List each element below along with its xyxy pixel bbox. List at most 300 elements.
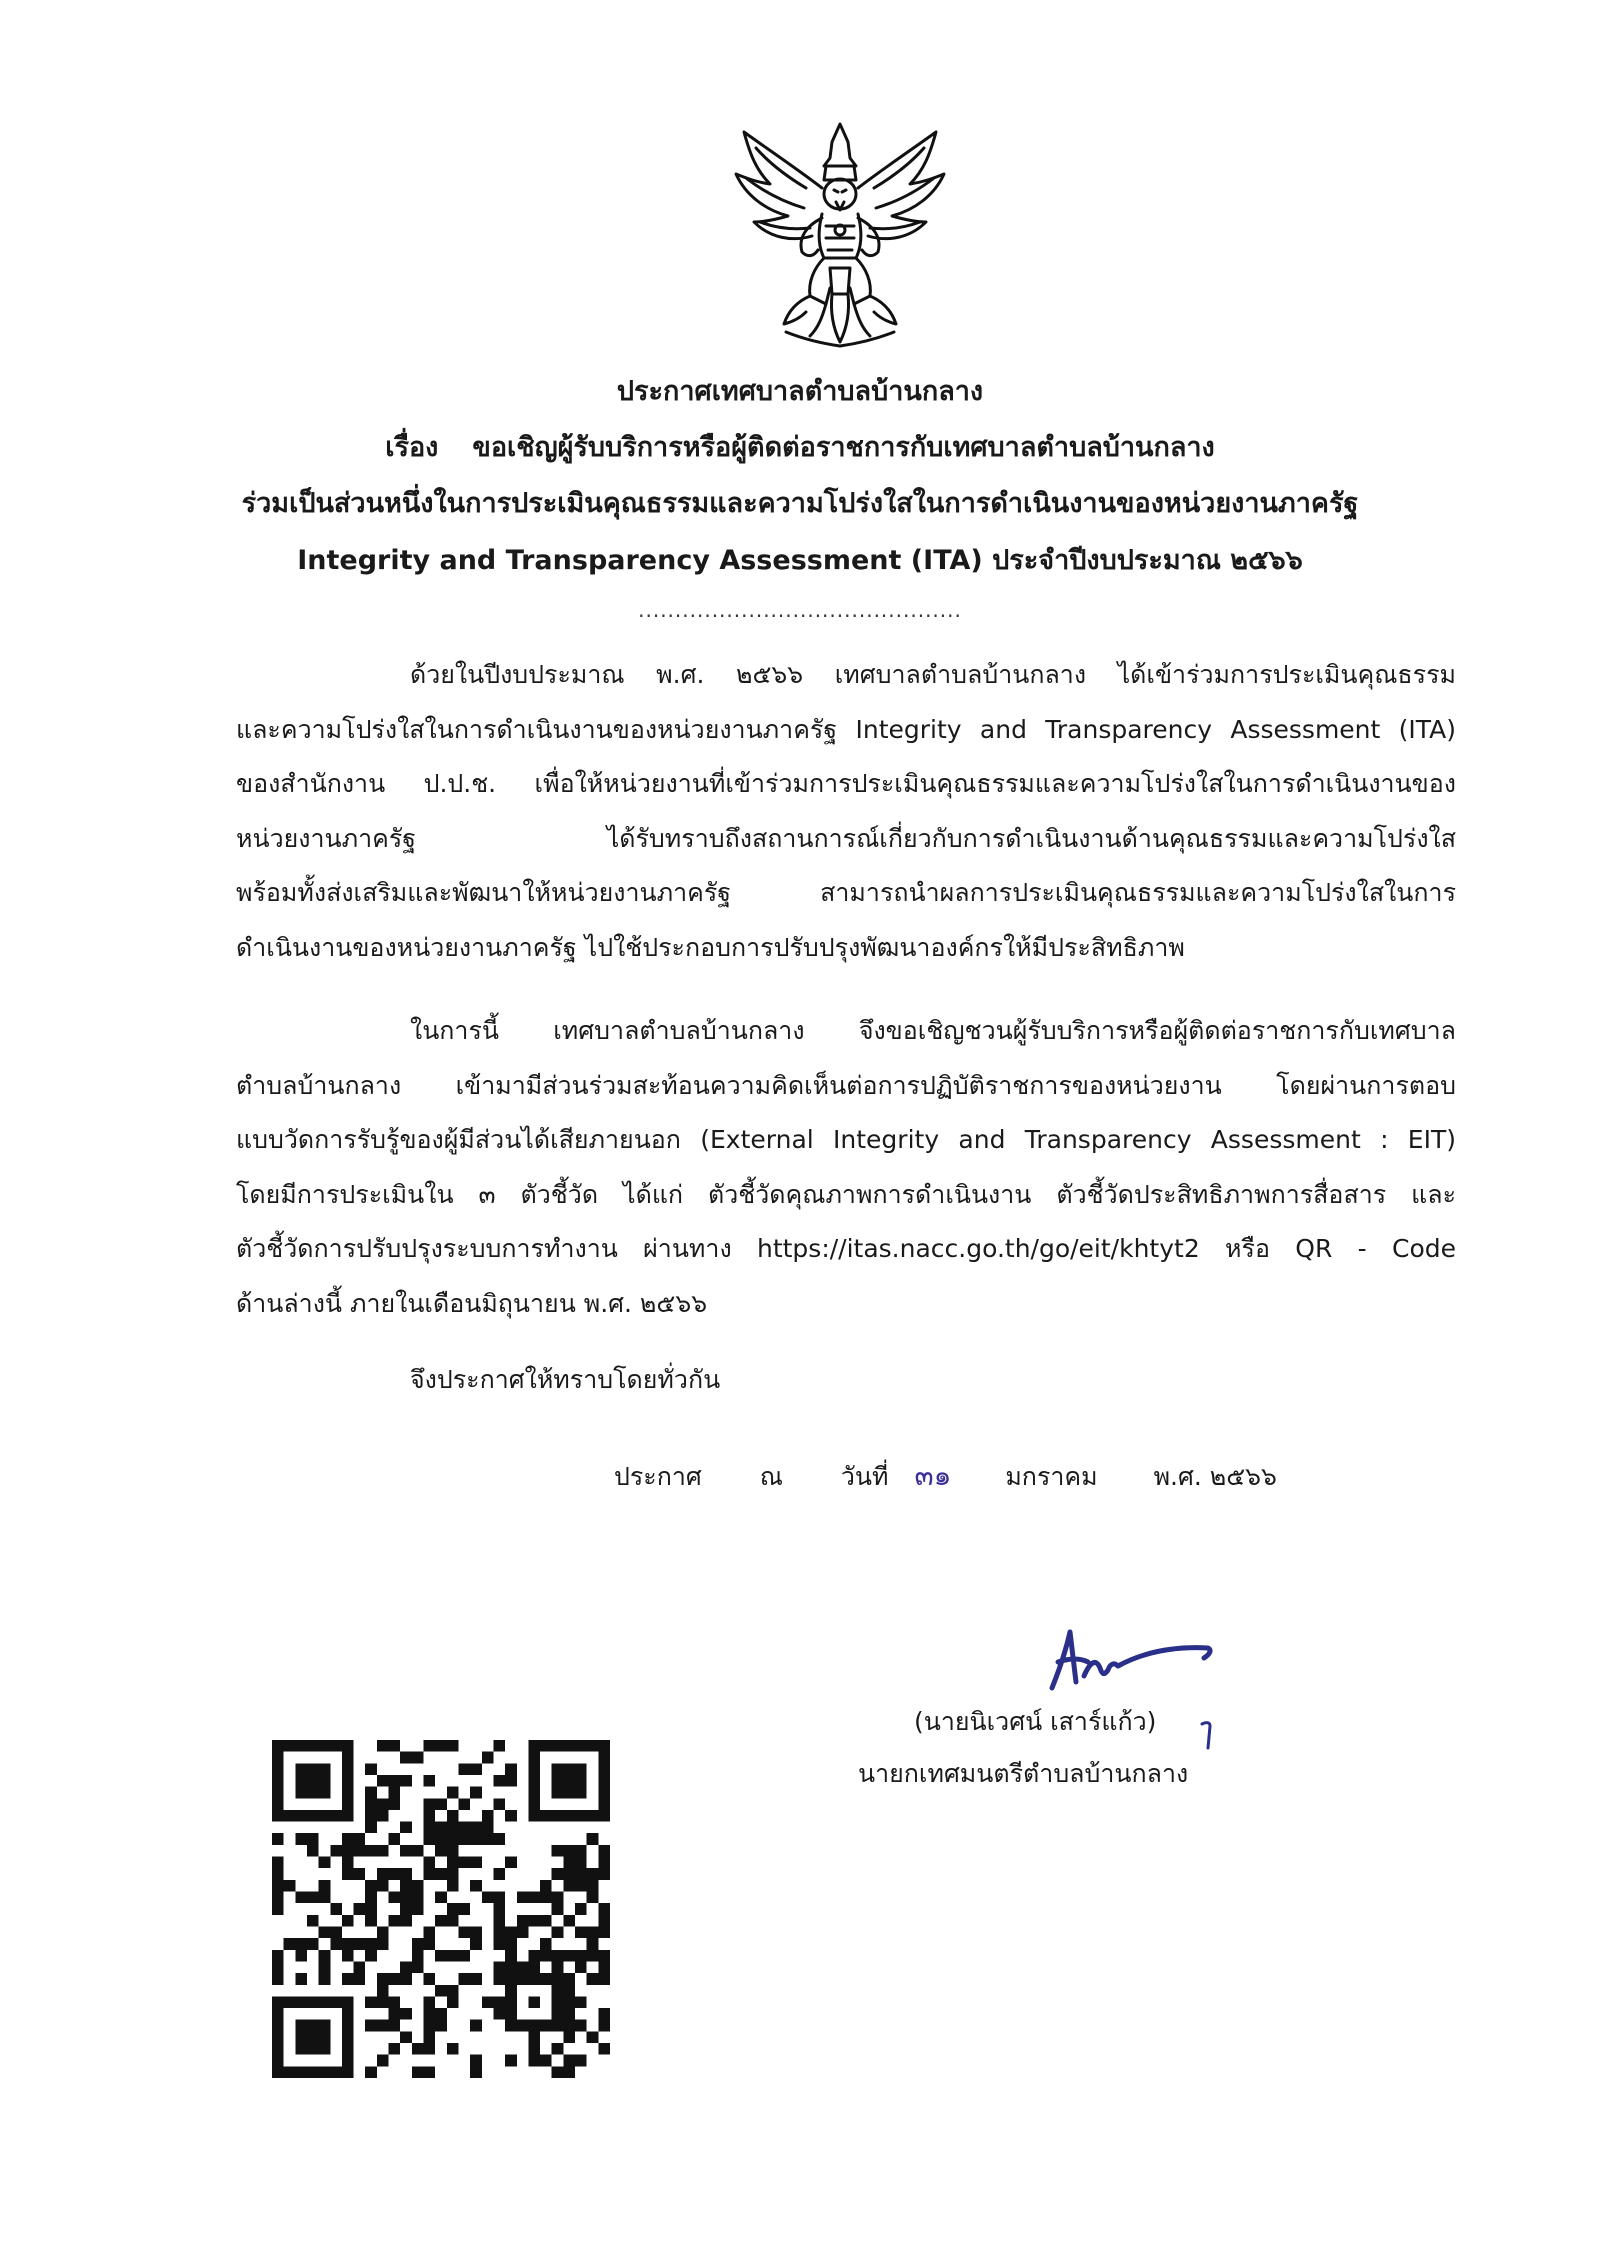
qr-module [528, 1915, 540, 1927]
qr-module [505, 2020, 517, 2032]
qr-module [587, 1740, 599, 1752]
qr-module [528, 1787, 540, 1799]
qr-module [598, 1903, 610, 1915]
qr-module [575, 2055, 587, 2067]
qr-module [540, 1950, 552, 1962]
qr-module [342, 1857, 354, 1869]
paragraph-2-line: ตำบลบ้านกลาง เข้ามามีส่วนร่วมสะท้อนความคิดเห็นต่อการปฏิบัติราชการของหน่วยงาน โดยผ่านการตอบ [236, 1070, 1456, 1100]
qr-module [540, 2055, 552, 2067]
qr-module [458, 1822, 470, 1834]
qr-module [482, 1892, 494, 1904]
qr-module [377, 1868, 389, 1880]
qr-module [563, 2020, 575, 2032]
paragraph-1-line: ของสำนักงาน ป.ป.ช. เพื่อให้หน่วยงานที่เข้าร่วมการประเมินคุณธรรมและความโปร่งใสในการดำเนินงานของ [236, 769, 1456, 798]
qr-module [598, 1868, 610, 1880]
qr-module [342, 1973, 354, 1985]
paragraph-1-line: ด้วยในปีงบประมาณ พ.ศ. ๒๕๖๖ เทศบาลตำบลบ้านกลาง ได้เข้าร่วมการประเมินคุณธรรม [410, 660, 1456, 689]
qr-module [272, 1880, 284, 1892]
signer-title: นายกเทศมนตรีตำบลบ้านกลาง [858, 1759, 1189, 1788]
qr-module [587, 1973, 599, 1985]
qr-module [505, 1985, 517, 1997]
qr-module [272, 1996, 284, 2008]
qr-module [400, 1775, 412, 1787]
qr-module [493, 1996, 505, 2008]
qr-module [447, 1996, 459, 2008]
signature-icon [1040, 1618, 1220, 1698]
qr-module [365, 1763, 377, 1775]
qr-module [493, 1868, 505, 1880]
month-text: มกราคม [1005, 1462, 1098, 1491]
qr-module [389, 1740, 401, 1752]
paragraph-2-line: ในการนี้ เทศบาลตำบลบ้านกลาง จึงขอเชิญชวนผู้รับบริการหรือผู้ติดต่อราชการกับเทศบาล [410, 1016, 1456, 1045]
qr-module [540, 1892, 552, 1904]
qr-module [342, 1775, 354, 1787]
qr-module [552, 1903, 564, 1915]
qr-module [272, 1868, 284, 1880]
paragraph-2-line: ด้านล่างนี้ ภายในเดือนมิถุนายน พ.ศ. ๒๕๖๖ [236, 1288, 708, 1318]
qr-module [493, 2008, 505, 2020]
qr-module [295, 1973, 307, 1985]
qr-module [575, 1868, 587, 1880]
qr-module [528, 2031, 540, 2043]
qr-module [563, 1985, 575, 1997]
qr-module [377, 1810, 389, 1822]
qr-module [412, 2043, 424, 2055]
qr-module [470, 2055, 482, 2067]
qr-module [587, 1938, 599, 1950]
paragraph-2-line: แบบวัดการรับรู้ของผู้มีส่วนได้เสียภายนอก (External Integrity and Transparency Assessment : EIT) [236, 1125, 1456, 1154]
qr-module [435, 2008, 447, 2020]
qr-module [552, 1868, 564, 1880]
qr-module [377, 1845, 389, 1857]
qr-module [295, 2031, 307, 2043]
qr-module [272, 1798, 284, 1810]
qr-module [412, 1880, 424, 1892]
qr-module [517, 1973, 529, 1985]
qr-module [389, 2043, 401, 2055]
qr-module [284, 1938, 296, 1950]
qr-module [389, 1787, 401, 1799]
qr-module [470, 1938, 482, 1950]
qr-module [424, 1740, 436, 1752]
qr-module [552, 1787, 564, 1799]
qr-module [587, 1810, 599, 1822]
qr-module [482, 1810, 494, 1822]
qr-module [505, 1775, 517, 1787]
qr-module [400, 1903, 412, 1915]
qr-module [598, 1740, 610, 1752]
qr-module [563, 1915, 575, 1927]
qr-module [295, 1740, 307, 1752]
qr-module [330, 1845, 342, 1857]
qr-module [598, 1926, 610, 1938]
subject-line-2: ร่วมเป็นส่วนหนึ่งในการประเมินคุณธรรมและความโปร่งใสในการดำเนินงานของหน่วยงานภาครัฐ [241, 488, 1359, 519]
qr-module [412, 1845, 424, 1857]
qr-module [400, 1973, 412, 1985]
qr-module [552, 1845, 564, 1857]
qr-module [493, 1926, 505, 1938]
qr-module [517, 1915, 529, 1927]
qr-module [377, 1740, 389, 1752]
qr-module [470, 1857, 482, 1869]
qr-module [493, 1833, 505, 1845]
qr-module [575, 1903, 587, 1915]
qr-module [330, 2066, 342, 2078]
qr-module [505, 1810, 517, 1822]
qr-module [563, 2031, 575, 2043]
qr-module [307, 1763, 319, 1775]
qr-module [552, 1763, 564, 1775]
qr-module [528, 1752, 540, 1764]
qr-module [412, 1752, 424, 1764]
qr-module [342, 1763, 354, 1775]
qr-module [377, 2055, 389, 2067]
qr-module [377, 1880, 389, 1892]
qr-module [272, 2043, 284, 2055]
qr-module [587, 1868, 599, 1880]
qr-module [319, 1775, 331, 1787]
qr-module [540, 1973, 552, 1985]
paragraph-1-line: หน่วยงานภาครัฐ ได้รับทราบถึงสถานการณ์เกี่ยวกับการดำเนินงานด้านคุณธรรมและความโปร่งใส [236, 823, 1456, 853]
qr-module [563, 1950, 575, 1962]
qr-module [330, 1938, 342, 1950]
qr-module [470, 2020, 482, 2032]
qr-module [552, 1950, 564, 1962]
qr-module [493, 1798, 505, 1810]
qr-module [400, 1822, 412, 1834]
qr-module [505, 1961, 517, 1973]
qr-module [563, 1740, 575, 1752]
qr-module [342, 1752, 354, 1764]
qr-module [342, 1798, 354, 1810]
qr-module [295, 1892, 307, 1904]
qr-module [365, 2066, 377, 2078]
qr-module [307, 1787, 319, 1799]
qr-module [424, 1833, 436, 1845]
qr-module [505, 2008, 517, 2020]
qr-module [552, 2043, 564, 2055]
qr-module [400, 2008, 412, 2020]
qr-module [365, 1903, 377, 1915]
qr-module [365, 1822, 377, 1834]
qr-module [552, 1985, 564, 1997]
qr-module [598, 1950, 610, 1962]
qr-module [540, 1938, 552, 1950]
qr-module [307, 1892, 319, 1904]
qr-module [412, 2066, 424, 2078]
qr-module [424, 2008, 436, 2020]
qr-module [319, 1950, 331, 1962]
qr-module [598, 2008, 610, 2020]
qr-module [307, 2031, 319, 2043]
qr-module [342, 2043, 354, 2055]
qr-module [505, 1950, 517, 1962]
qr-module [412, 1950, 424, 1962]
qr-module [563, 2008, 575, 2020]
qr-module [295, 2020, 307, 2032]
qr-module [598, 2043, 610, 2055]
qr-module [587, 1833, 599, 1845]
qr-module [482, 1752, 494, 1764]
qr-module [598, 1752, 610, 1764]
qr-module [435, 1915, 447, 1927]
qr-module [400, 1915, 412, 1927]
signer-name: (นายนิเวศน์ เสาร์แก้ว) [914, 1707, 1157, 1736]
qr-module [447, 1985, 459, 1997]
qr-module [412, 1903, 424, 1915]
qr-module [598, 1857, 610, 1869]
qr-module [540, 1880, 552, 1892]
qr-module [458, 1798, 470, 1810]
qr-module [377, 1938, 389, 1950]
qr-module [598, 1915, 610, 1927]
at-label: ณ [759, 1462, 783, 1491]
qr-module [319, 1857, 331, 1869]
qr-module [272, 2066, 284, 2078]
qr-module [342, 2008, 354, 2020]
qr-module [470, 2066, 482, 2078]
qr-module [389, 1892, 401, 1904]
qr-module [552, 1996, 564, 2008]
qr-module [365, 2020, 377, 2032]
qr-module [377, 1798, 389, 1810]
qr-module [447, 1740, 459, 1752]
qr-module [272, 1892, 284, 1904]
qr-module [598, 2020, 610, 2032]
qr-module [400, 1752, 412, 1764]
qr-module [563, 1857, 575, 1869]
qr-module [517, 1961, 529, 1973]
qr-module [365, 1880, 377, 1892]
qr-module [447, 1903, 459, 1915]
qr-module [447, 1845, 459, 1857]
qr-module [528, 2055, 540, 2067]
qr-module [330, 1926, 342, 1938]
qr-module [458, 1973, 470, 1985]
qr-module [295, 1950, 307, 1962]
qr-module [435, 1845, 447, 1857]
qr-module [342, 1833, 354, 1845]
qr-module [493, 1973, 505, 1985]
qr-module [424, 1938, 436, 1950]
qr-module [272, 1903, 284, 1915]
qr-module [552, 1775, 564, 1787]
qr-module [447, 1810, 459, 1822]
qr-module [493, 1892, 505, 1904]
qr-module [598, 1787, 610, 1799]
qr-module [400, 1868, 412, 1880]
qr-module [458, 1903, 470, 1915]
qr-module [377, 1985, 389, 1997]
qr-module [505, 1926, 517, 1938]
qr-module [365, 1892, 377, 1904]
qr-module [354, 1938, 366, 1950]
qr-module [447, 1857, 459, 1869]
qr-module [319, 2043, 331, 2055]
qr-module [552, 1892, 564, 1904]
announced-label: ประกาศ [614, 1462, 702, 1491]
qr-module [284, 1740, 296, 1752]
qr-module [365, 1787, 377, 1799]
qr-module [424, 1775, 436, 1787]
qr-module [342, 1810, 354, 1822]
year-text: พ.ศ. ๒๕๖๖ [1153, 1462, 1277, 1491]
subject-text-1: ขอเชิญผู้รับบริการหรือผู้ติดต่อราชการกับเทศบาลตำบลบ้านกลาง [472, 432, 1215, 463]
qr-module [505, 1996, 517, 2008]
qr-module [272, 1961, 284, 1973]
body-paragraph-2 [236, 1004, 1456, 1331]
qr-module [272, 1950, 284, 1962]
qr-module [365, 1798, 377, 1810]
qr-module [354, 1961, 366, 1973]
qr-module [505, 1857, 517, 1869]
qr-module [365, 1915, 377, 1927]
qr-module [307, 2066, 319, 2078]
qr-module [435, 2020, 447, 2032]
qr-module [470, 1926, 482, 1938]
qr-module [319, 1740, 331, 1752]
qr-module [598, 1798, 610, 1810]
qr-module [447, 1915, 459, 1927]
qr-module [295, 1833, 307, 1845]
qr-module [295, 1775, 307, 1787]
qr-module [342, 2031, 354, 2043]
qr-module [342, 1845, 354, 1857]
qr-module [552, 2008, 564, 2020]
qr-module [575, 1857, 587, 1869]
day-label: วันที่ [840, 1462, 889, 1491]
announcement-title: ประกาศเทศบาลตำบลบ้านกลาง [616, 376, 984, 407]
qr-module [424, 1822, 436, 1834]
qr-module [342, 1950, 354, 1962]
qr-module [517, 1892, 529, 1904]
qr-module [319, 1787, 331, 1799]
subject-line-3: Integrity and Transparency Assessment (ITA) ประจำปีงบประมาณ ๒๕๖๖ [297, 545, 1303, 576]
qr-module [319, 2066, 331, 2078]
qr-module [493, 1915, 505, 1927]
qr-module [377, 1996, 389, 2008]
qr-module [540, 2020, 552, 2032]
qr-module [424, 1798, 436, 1810]
qr-module [598, 1810, 610, 1822]
qr-module [458, 1950, 470, 1962]
qr-module [295, 1810, 307, 1822]
qr-module [424, 1868, 436, 1880]
qr-module [272, 2055, 284, 2067]
qr-module [424, 2031, 436, 2043]
qr-module [354, 1903, 366, 1915]
qr-module [575, 1880, 587, 1892]
qr-module [330, 1996, 342, 2008]
qr-module [563, 1845, 575, 1857]
qr-module [400, 1845, 412, 1857]
qr-module [365, 1996, 377, 2008]
qr-module [319, 1926, 331, 1938]
qr-module [470, 1822, 482, 1834]
handwritten-day: ๓๑ [914, 1459, 952, 1492]
qr-module [307, 1938, 319, 1950]
announcement-date-line [614, 1456, 1277, 1497]
qr-module [563, 1868, 575, 1880]
qr-module [295, 1938, 307, 1950]
qr-module [575, 2020, 587, 2032]
qr-module [575, 1787, 587, 1799]
qr-module [424, 1857, 436, 1869]
qr-module [307, 1845, 319, 1857]
qr-module [295, 1763, 307, 1775]
qr-module [412, 1961, 424, 1973]
qr-module [319, 1892, 331, 1904]
qr-module [389, 1868, 401, 1880]
qr-module [528, 1961, 540, 1973]
qr-module [563, 1763, 575, 1775]
qr-module [493, 1938, 505, 1950]
qr-module [552, 1810, 564, 1822]
qr-module [528, 1810, 540, 1822]
qr-module [307, 1833, 319, 1845]
qr-module [552, 1740, 564, 1752]
qr-module [587, 1892, 599, 1904]
qr-module [400, 1880, 412, 1892]
qr-module [482, 1822, 494, 1834]
qr-module [505, 1973, 517, 1985]
qr-module [424, 1996, 436, 2008]
qr-module [354, 1973, 366, 1985]
qr-module [493, 1740, 505, 1752]
qr-module [272, 1833, 284, 1845]
qr-module [563, 2055, 575, 2067]
qr-module [389, 1775, 401, 1787]
qr-module [307, 1810, 319, 1822]
qr-module [272, 1752, 284, 1764]
qr-module [517, 2020, 529, 2032]
qr-module [319, 1996, 331, 2008]
qr-module [424, 2020, 436, 2032]
qr-module [528, 1775, 540, 1787]
closing-statement: จึงประกาศให้ทราบโดยทั่วกัน [410, 1365, 721, 1394]
qr-module [342, 1868, 354, 1880]
qr-module [470, 1973, 482, 1985]
qr-module [424, 2043, 436, 2055]
qr-module [598, 1845, 610, 1857]
qr-module [505, 1763, 517, 1775]
qr-module [563, 1973, 575, 1985]
qr-module [389, 1833, 401, 1845]
qr-module [435, 1822, 447, 1834]
qr-module [377, 1926, 389, 1938]
qr-module [272, 1763, 284, 1775]
qr-module [272, 1973, 284, 1985]
paragraph-1-line: พร้อมทั้งส่งเสริมและพัฒนาให้หน่วยงานภาครัฐ สามารถนำผลการประเมินคุณธรรมและความโปร่งใสในการ [236, 878, 1456, 907]
qr-module [424, 1926, 436, 1938]
qr-module [528, 2043, 540, 2055]
qr-module [365, 1810, 377, 1822]
qr-module [342, 2055, 354, 2067]
qr-module [575, 1810, 587, 1822]
subject-line-1 [200, 428, 1400, 468]
qr-module [319, 1880, 331, 1892]
qr-module [563, 1810, 575, 1822]
qr-module [354, 1868, 366, 1880]
qr-module [307, 1996, 319, 2008]
qr-module [295, 2066, 307, 2078]
qr-module [307, 1915, 319, 1927]
qr-module [295, 2043, 307, 2055]
qr-module [424, 1810, 436, 1822]
qr-module [447, 1833, 459, 1845]
qr-module [528, 1892, 540, 1904]
qr-module [552, 1926, 564, 1938]
